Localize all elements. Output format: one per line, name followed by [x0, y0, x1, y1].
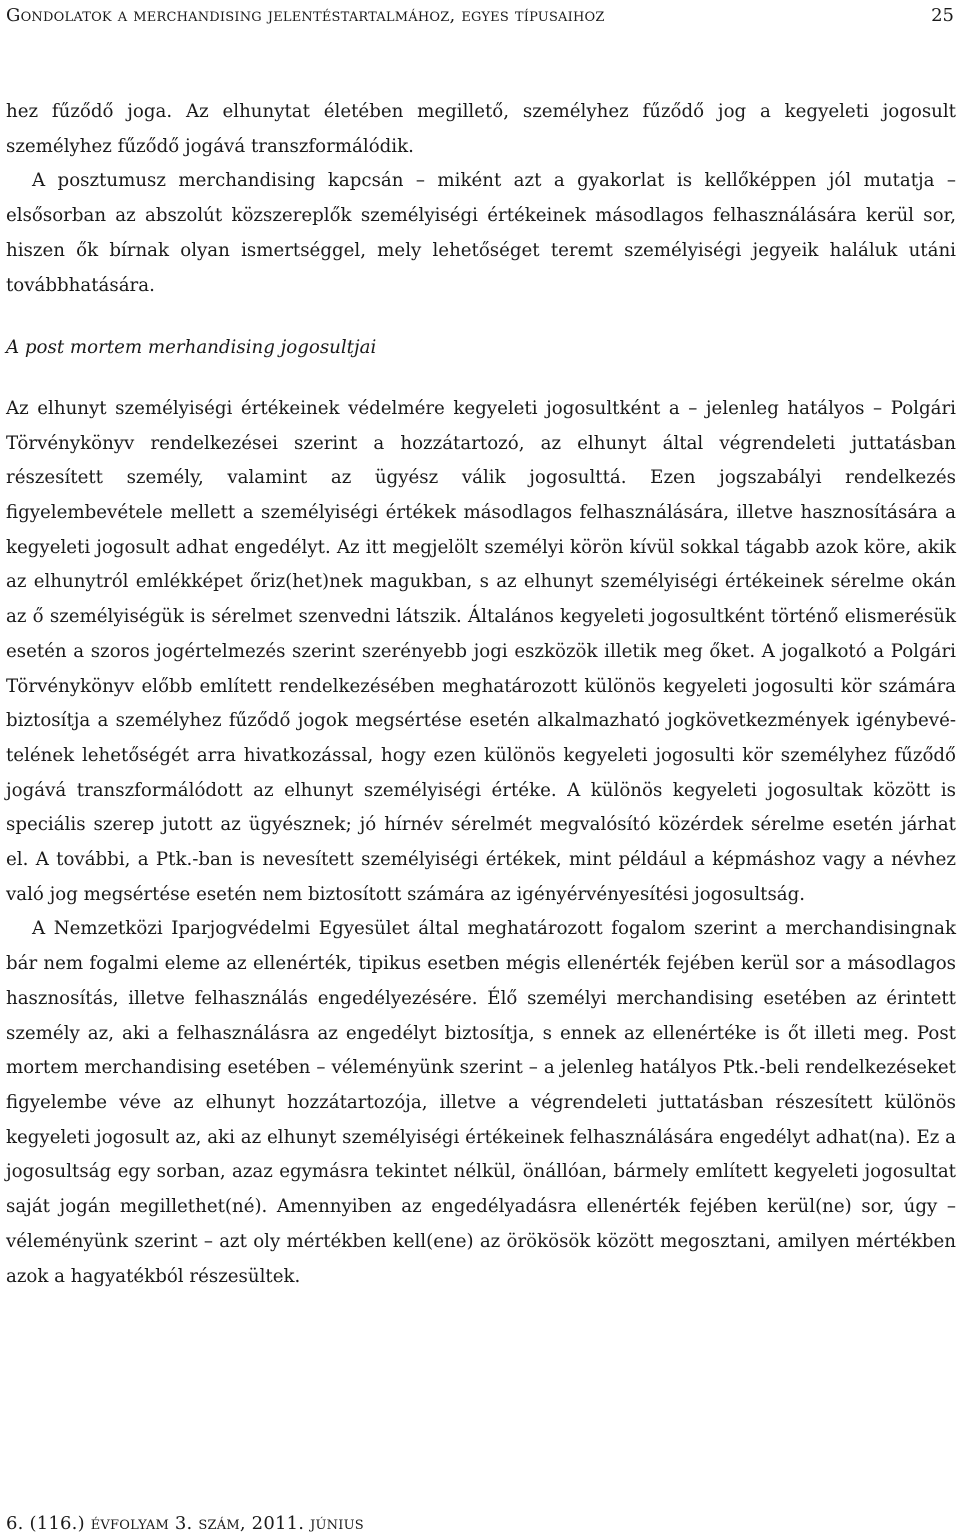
running-title: Gondolatok a merchandising jelentéstartalmához, egyes típusaihoz [6, 4, 605, 26]
section-heading: A post mortem merhandising jogosultjai [6, 337, 377, 359]
paragraph-1: hez fűződő joga. Az elhunytat életében megillető, személyhez fűződő jog a kegyeleti jogosult személyhez fűződő jogává transzformálódik. [6, 101, 956, 157]
paragraph-3: Az elhunyt személyiségi értékeinek védelmére kegyeleti jogosultként a – jelenleg hatályos – Polgári Törvénykönyv rendelkezései szerint a hozzátartozó, az elhunyt által végrendeleti juttatásban részesített személy, valamint az ügyész válik jogosulttá. Ezen jogszabályi rendelkezés figyelembevétele mellett a személyiségi értékek másodlagos felhasználására, illetve hasznosítására a kegyeleti jogosult adhat engedélyt. Az itt megjelölt személyi körön kívül sokkal tágabb azok köre, akik az elhunytról emlékképet őriz(het)nek magukban, s az elhunyt személyiségi értékeinek sérelme okán az ő személyiségük is sérelmet szenvedni látszik. Általános kegyeleti jogosultként történő elismerésük esetén a szoros jogértelmezés szerint szerényebb jogi eszközök illetik meg őket. A jogalkotó a Polgári Törvénykönyv előbb említett rendelkezésében meghatározott különös kegyeleti jogosulti kör számára biztosítja a személyhez fűződő jogok megsértése esetén alkalmazható jogkövetkezmények igénybevételének lehetőségét arra hivatkozással, hogy ezen különös kegyeleti jogosulti kör személyhez fűződő jogává transzformálódott az elhunyt személyiségi értéke. A különös kegyeleti jogosultak között is speciális szerep jutott az ügyésznek; jó hírnév sérelmét megvalósító közérdek sérelme esetén járhat el. A további, a Ptk.-ban is nevesített személyiségi értékek, mint például a képmáshoz vagy a névhez való jog megsértése esetén nem biztosított számára az igényérvényesítési jogosultság. [6, 397, 956, 905]
paragraph-4: A Nemzetközi Iparjogvédelmi Egyesület által meghatározott fogalom szerint a merchandisingnak bár nem fogalmi eleme az ellenérték, tipikus esetben mégis ellenérték fejében kerül sor a másodlagos hasznosítás, illetve felhasználás engedélyezésére. Élő személyi merchandising esetében az érintett személy az, aki a felhasználásra az engedélyt biztosítja, s ennek az ellenértéke is őt illeti meg. Post mortem merchandising esetében – véleményünk szerint – a jelenleg hatályos Ptk.-beli rendelkezéseket figyelembe véve az elhunyt hozzátartozója, illetve a végrendeleti juttatásban részesített különös kegyeleti jogosult az, aki az elhunyt személyiségi értékeinek felhasználására engedélyt adhat(na). Ez a jogosultság egy sorban, azaz egymásra tekintet nélkül, önállóan, bármely említett kegyeleti jogosultat saját jogán megillethet(né). Amennyiben az engedélyadásra ellenérték fejében kerül(ne) sor, úgy – véleményünk szerint – azt oly mértékben kell(ene) az örökösök között megosztani, amilyen mértékben azok a hagyatékból részesültek. [6, 918, 956, 1287]
article-body [6, 95, 956, 1294]
page-number: 25 [931, 4, 954, 26]
issue-footer: 6. (116.) évfolyam 3. szám, 2011. június [6, 1513, 364, 1534]
running-header [6, 0, 954, 30]
paragraph-2: A posztumusz merchandising kapcsán – miként azt a gyakorlat is kellőképpen jól mutatja – elsősorban az abszolút közszereplők személyiségi értékeinek másodlagos felhasználására kerül sor, hiszen ők bírnak olyan ismertséggel, mely lehetőséget teremt személyiségi jegyeik haláluk utáni továbbhatására. [6, 170, 956, 296]
